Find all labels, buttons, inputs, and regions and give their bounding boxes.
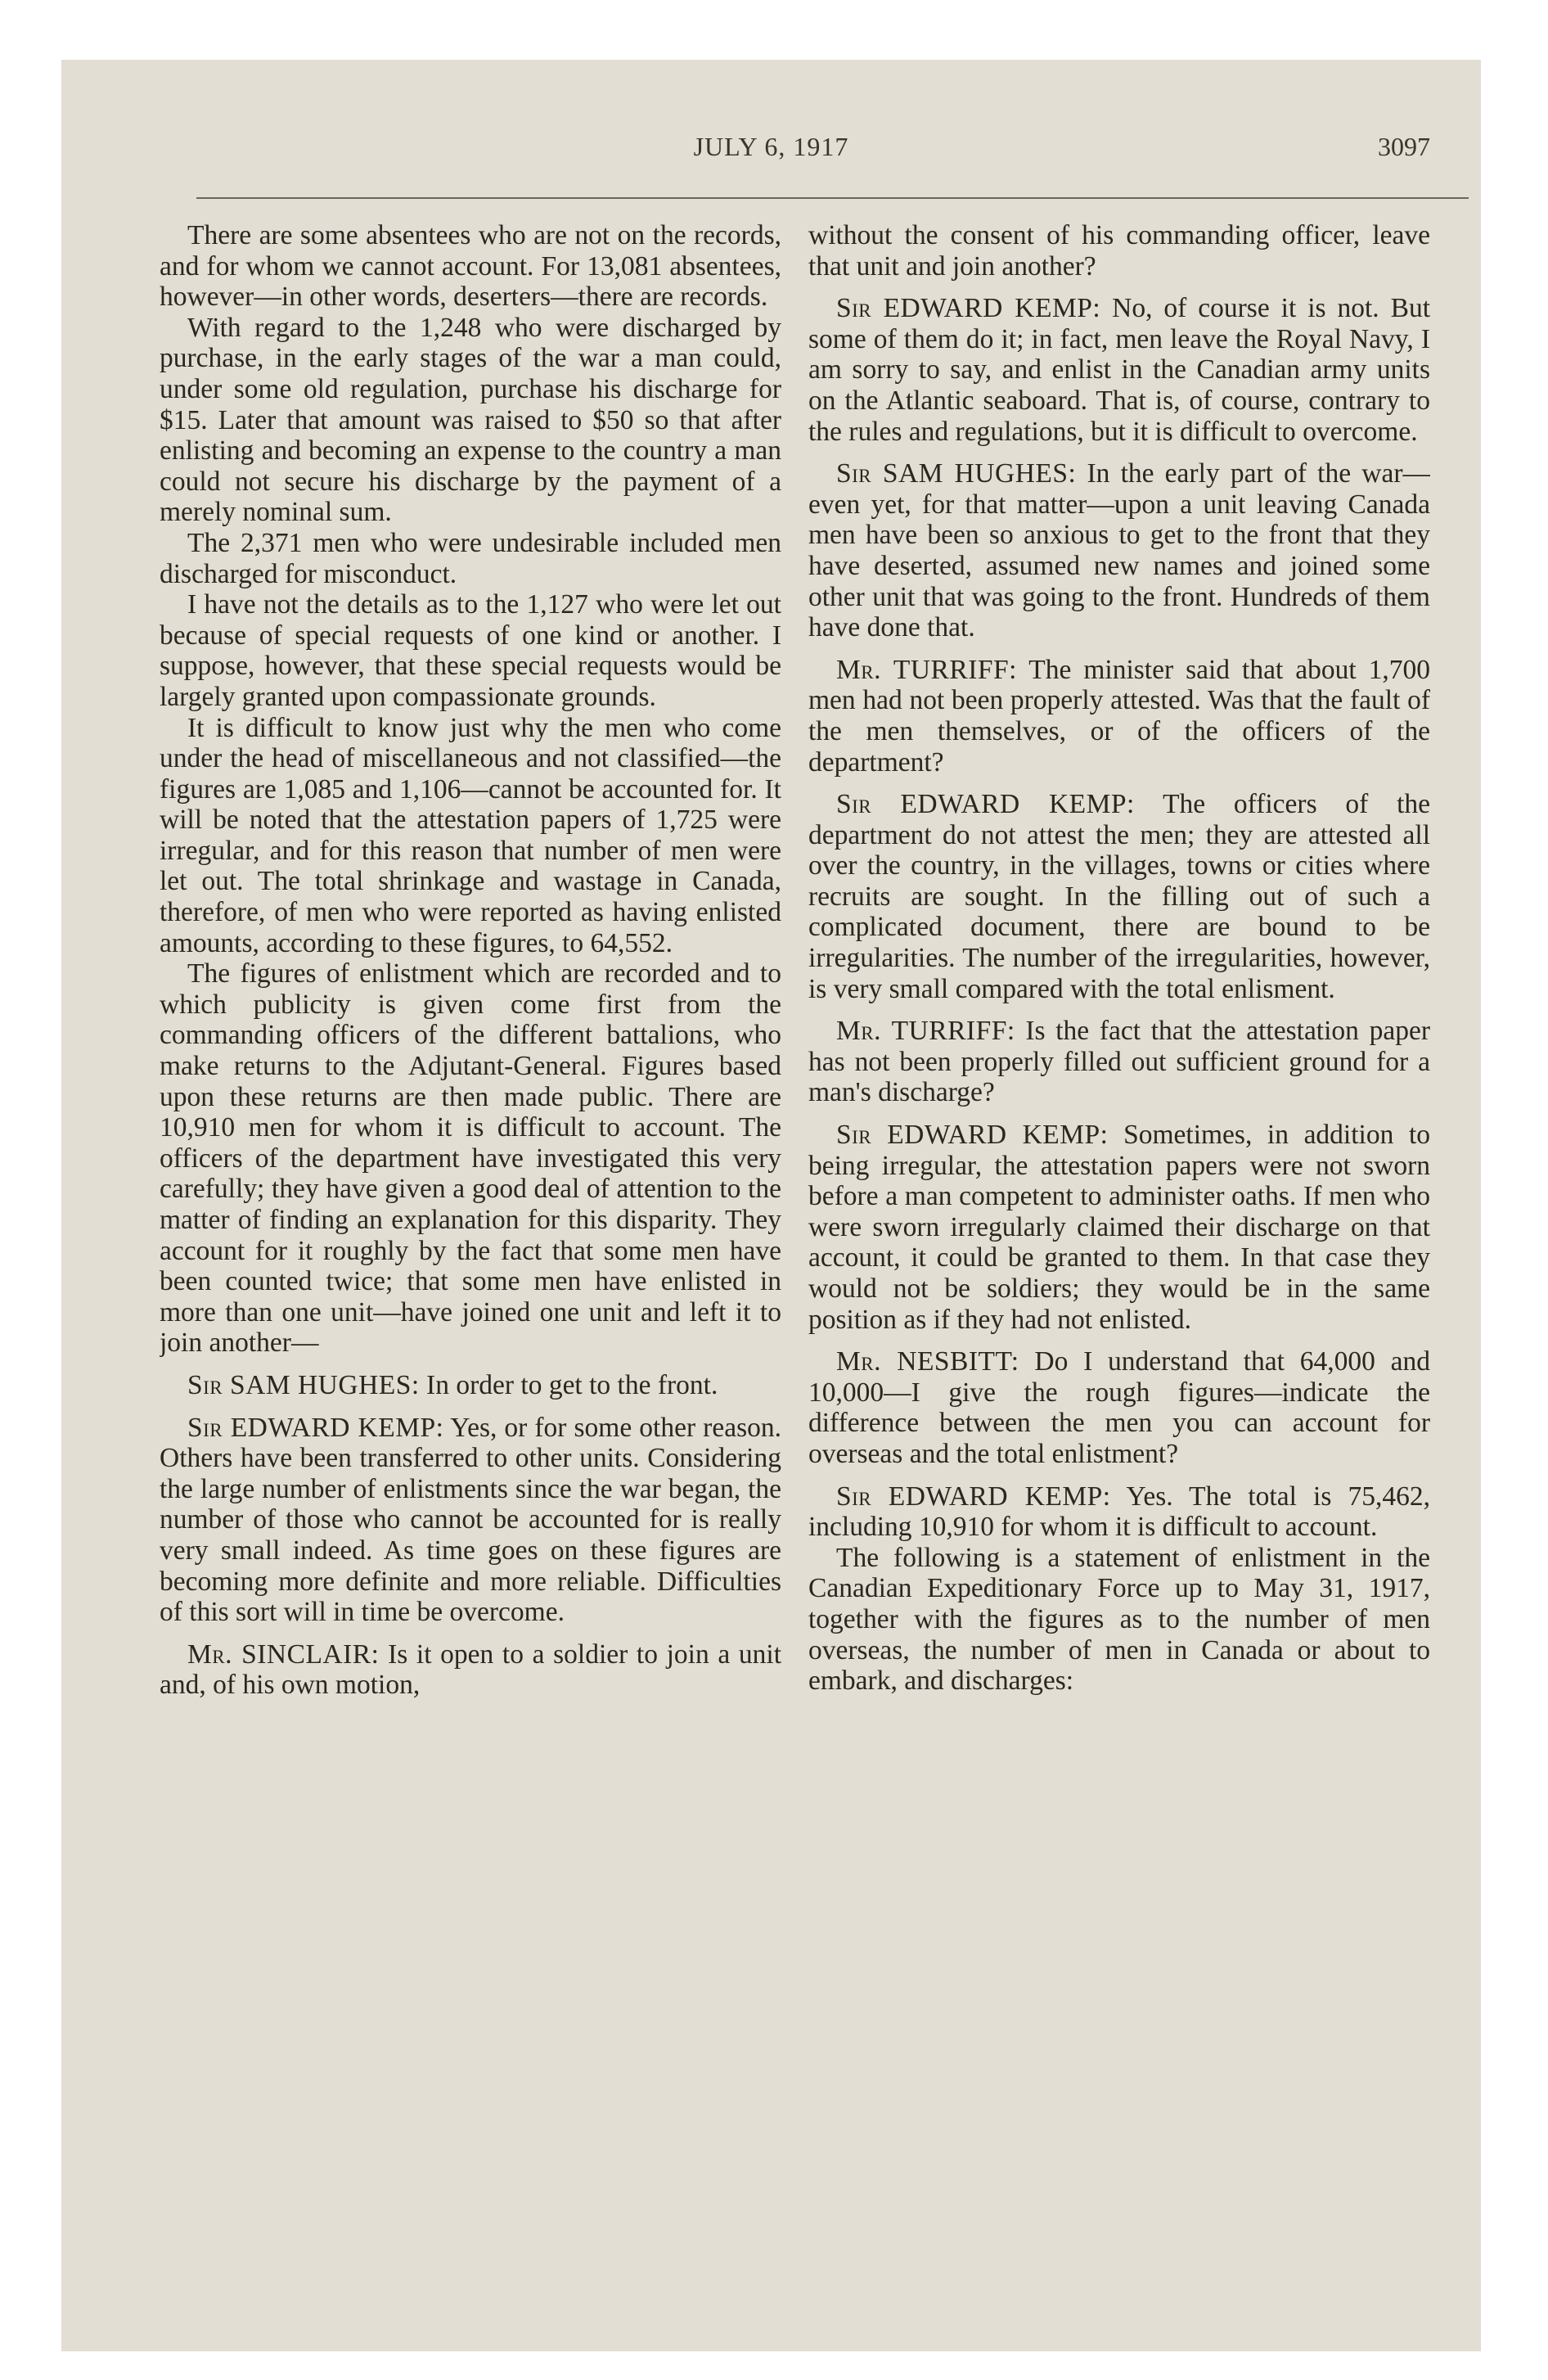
speech-text: The officers of the department do not attest the men; they are attested all over the country, in the villages, towns or cities where recruits are sought. In the filling out of such a complicated document, there are bound to be irregularities. The number of the irregularities, however, is very small compared with the total enlisment. (808, 789, 1430, 1004)
page-header (61, 132, 1481, 181)
speaker-name: Mr. SINCLAIR: (187, 1639, 380, 1670)
speaker-name: Sir EDWARD KEMP: (836, 789, 1135, 820)
speech-paragraph (808, 1481, 1430, 1543)
paragraph: The figures of enlistment which are recorded and to which publicity is given come first from the commanding officers of the different battalions, who make returns to the Adjutant-General. Figures based upon these returns are then made public. There are 10,910 men for whom it is difficult to account. The officers of the department have investigated this very carefully; they have given a good deal of attention to the matter of finding an explanation for this disparity. They account for it roughly by the fact that some men have been counted twice; that some men have enlisted in more than one unit—have joined one unit and left it to join another— (160, 958, 781, 1359)
header-date: JULY 6, 1917 (693, 132, 849, 161)
paragraph: With regard to the 1,248 who were discharged by purchase, in the early stages of the war a man could, under some old regulation, purchase his discharge for $15. Later that amount was raised to $50 so that after enlisting and becoming an expense to the country a man could not secure his discharge by the payment of a merely nominal sum. (160, 312, 781, 528)
speaker-name: Sir SAM HUGHES: (836, 458, 1077, 489)
speaker-name: Mr. TURRIFF: (836, 1016, 1015, 1047)
speech-text: In order to get to the front. (426, 1369, 718, 1400)
speech-text: In the early part of the war—even yet, for that matter—upon a unit leaving Canada men have been so anxious to get to the front that they have deserted, assumed new names and joined some other unit that was going to the front. Hundreds of them have done that. (808, 458, 1430, 643)
paragraph: The following is a statement of enlistment in the Canadian Expeditionary Force up to May 31, 1917, together with the figures as to the number of men overseas, the number of men in Canada or about to embark, and discharges: (808, 1542, 1430, 1697)
speech-paragraph (160, 1413, 781, 1628)
speech-paragraph (808, 293, 1430, 447)
speech-text: Yes. The total is 75,462, including 10,910 for whom it is difficult to account. (808, 1481, 1430, 1543)
paragraph: The 2,371 men who were undesirable included men discharged for misconduct. (160, 527, 781, 589)
speech-paragraph (808, 1120, 1430, 1335)
speech-text: Yes, or for some other reason. Others have been transferred to other units. Considering the large number of enlistments since the war began, the number of those who cannot be accounted for is really very small indeed. As time goes on these figures are becoming more definite and more reliable. Difficulties of this sort will in time be overcome. (160, 1412, 781, 1628)
speech-text: Do I understand that 64,000 and 10,000—I give the rough figures—indicate the difference between the men you can account for overseas and the total enlistment? (808, 1346, 1430, 1469)
speech-text: No, of course it is not. But some of them do it; in fact, men leave the Royal Navy, I am sorry to say, and enlist in the Canadian army units on the Atlantic seaboard. That is, of course, contrary to the rules and regulations, but it is difficult to overcome. (808, 293, 1430, 447)
speaker-name: Mr. NESBITT: (836, 1346, 1019, 1377)
speaker-name: Sir EDWARD KEMP: (836, 1120, 1109, 1151)
paragraph-continuation: without the consent of his commanding officer, leave that unit and join another? (808, 220, 1430, 282)
speaker-name: Mr. TURRIFF: (836, 654, 1017, 685)
speech-paragraph (160, 1370, 781, 1401)
speech-text: The minister said that about 1,700 men had not been properly attested. Was that the fault of the men themselves, or of the officers of the department? (808, 654, 1430, 778)
speaker-name: Sir EDWARD KEMP: (836, 1481, 1111, 1512)
speech-paragraph (808, 1016, 1430, 1108)
speech-text: Sometimes, in addition to being irregular, the attestation papers were not sworn before a man competent to administer oaths. If men who were sworn irregularly claimed their discharge on that account, it could be granted to them. In that case they would not be soldiers; they would be in the same position as if they had not enlisted. (808, 1120, 1430, 1335)
speaker-name: Sir EDWARD KEMP: (187, 1412, 444, 1443)
paragraph: There are some absentees who are not on the records, and for whom we cannot account. For 13,081 absentees, however—in other words, deserters—there are records. (160, 220, 781, 313)
left-column (160, 220, 781, 2315)
paragraph: It is difficult to know just why the men who come under the head of miscellaneous and not classified—the figures are 1,085 and 1,106—cannot be accounted for. It will be noted that the attestation papers of 1,725 were irregular, and for this reason that number of men were let out. The total shrinkage and wastage in Canada, therefore, of men who were reported as having enlisted amounts, according to these figures, to 64,552. (160, 712, 781, 958)
right-column (808, 220, 1430, 2315)
header-rule (196, 197, 1469, 199)
speech-paragraph (808, 789, 1430, 1004)
paragraph: I have not the details as to the 1,127 who were let out because of special requests of one kind or another. I suppose, however, that these special requests would be largely granted upon compassionate grounds. (160, 589, 781, 712)
speech-text: Is it open to a soldier to join a unit and, of his own motion, (160, 1639, 781, 1701)
document-page (61, 60, 1481, 2351)
speech-paragraph (808, 655, 1430, 778)
speaker-name: Sir SAM HUGHES: (187, 1369, 420, 1400)
speech-paragraph (808, 1346, 1430, 1469)
speech-paragraph (808, 458, 1430, 643)
speech-paragraph (160, 1639, 781, 1701)
speaker-name: Sir EDWARD KEMP: (836, 293, 1101, 324)
speech-text: Is the fact that the attestation paper has not been properly filled out sufficient ground for a man's discharge? (808, 1016, 1430, 1108)
page-number: 3097 (1378, 132, 1430, 161)
